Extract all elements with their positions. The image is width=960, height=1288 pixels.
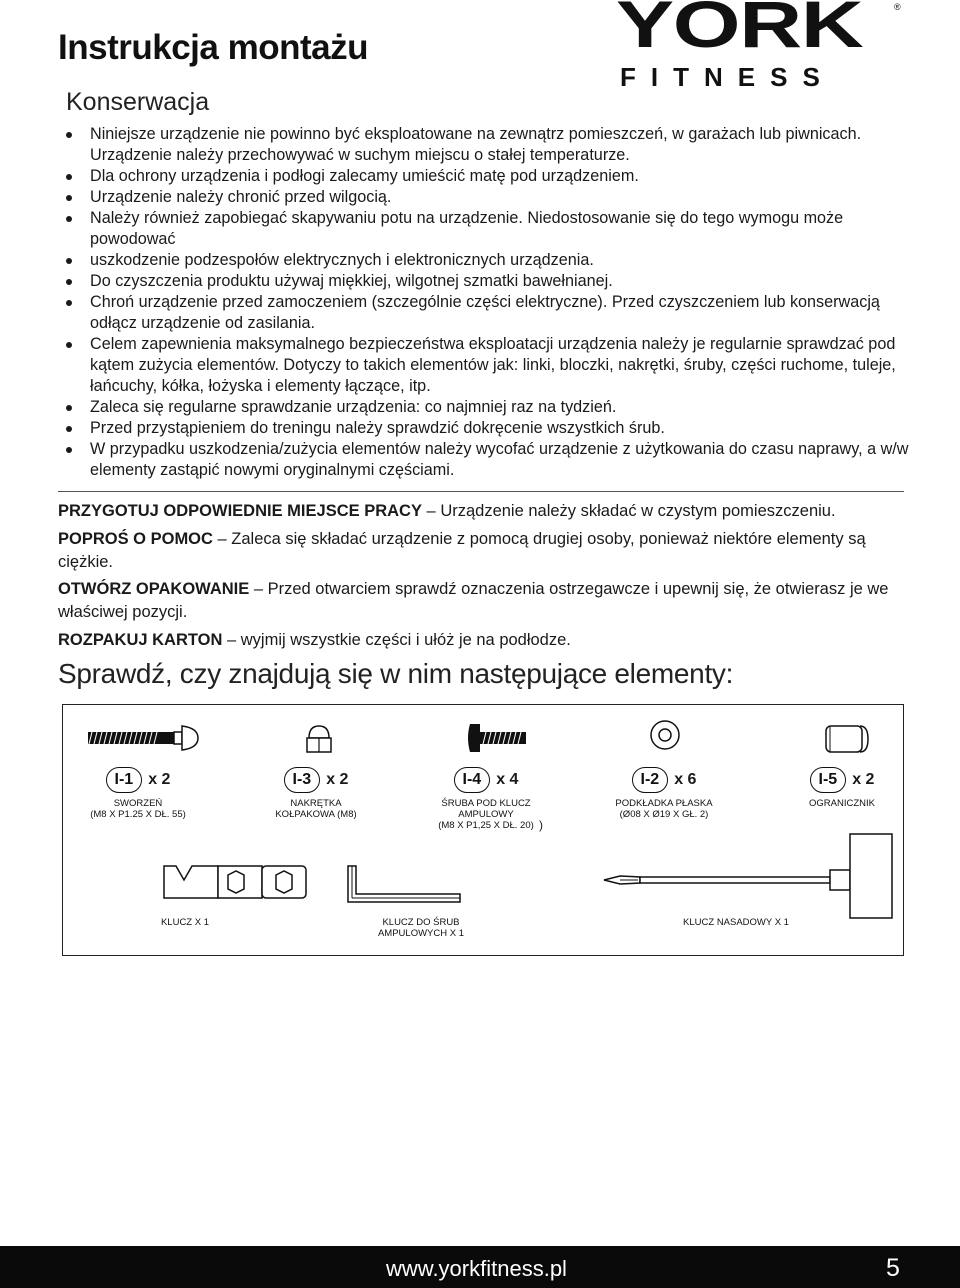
list-item: W przypadku uszkodzenia/zużycia elementów należy wycofać urządzenie z użytkowania do czasu naprawy, a w/w elementy zastąpić nowymi oryginalnymi częściami. — [62, 439, 912, 481]
list-item: Urządzenie należy chronić przed wilgocią. — [62, 187, 912, 208]
york-fitness-logo — [616, 0, 906, 96]
part-spec: (Ø08 X Ø19 X GŁ. 2) — [619, 809, 709, 820]
allen-bolt-icon — [466, 718, 532, 758]
part-quantity: x 2 — [852, 771, 875, 788]
logo-york-text: YORK — [616, 0, 863, 61]
prep-instruction — [58, 629, 908, 652]
part-id-badge: I-4 — [454, 767, 491, 793]
list-item: Dla ochrony urządzenia i podłogi zalecamy umieścić matę pod urządzeniem. — [62, 166, 912, 187]
prep-label: PRZYGOTUJ ODPOWIEDNIE MIEJSCE PRACY — [58, 502, 422, 520]
tool-label: KLUCZ X 1 — [160, 917, 210, 928]
part-quantity: x 4 — [496, 771, 519, 788]
footer-website-link[interactable]: www.yorkfitness.pl — [386, 1256, 567, 1281]
list-item: Niniejsze urządzenie nie powinno być eksploatowane na zewnątrz pomieszczeń, w garażach lub piwnicach. Urządzenie należy przechowywać w suchym miejscu o stałej temperaturze. — [62, 124, 912, 166]
socket-wrench-icon — [600, 830, 900, 920]
cap-nut-icon — [302, 722, 336, 756]
konserwacja-heading: Konserwacja — [66, 88, 210, 116]
prep-text: – Urządzenie należy składać w czystym pomieszczeniu. — [421, 502, 836, 520]
part-item — [584, 767, 744, 820]
list-item: uszkodzenie podzespołów elektrycznych i elektronicznych urządzenia. — [62, 250, 912, 271]
section-divider — [58, 491, 904, 492]
footer-bar — [0, 1246, 960, 1288]
prep-label: OTWÓRZ OPAKOWANIE — [58, 580, 250, 598]
part-quantity: x 2 — [148, 771, 171, 788]
prep-label: ROZPAKUJ KARTON — [58, 631, 223, 649]
part-name: SWORZEŃ — [113, 798, 163, 809]
part-item — [762, 767, 922, 809]
konserwacja-list — [62, 124, 912, 481]
wrench-icon — [160, 862, 310, 902]
list-item: Zaleca się regularne sprawdzanie urządzenia: co najmniej raz na tydzień. — [62, 397, 912, 418]
parts-check-heading: Sprawdź, czy znajdują się w nim następujące elementy: — [58, 658, 734, 689]
tool-label: KLUCZ NASADOWY X 1 — [683, 917, 789, 928]
prep-text: – wyjmij wszystkie części i ułóż je na podłodze. — [222, 631, 571, 649]
part-id-badge: I-1 — [106, 767, 143, 793]
stray-parenthesis: ) — [539, 818, 543, 832]
prep-text: – Przed otwarciem sprawdź oznaczenia ostrzegawcze i upewnij się, że otwierasz je we właściwej pozycji. — [58, 580, 889, 621]
part-spec: KOŁPAKOWA (M8) — [275, 809, 357, 820]
part-name: NAKRĘTKA — [290, 798, 342, 809]
prep-instruction — [58, 500, 908, 523]
prep-text: – Zaleca się składać urządzenie z pomocą drugiej osoby, ponieważ niektóre elementy są ciężkie. — [58, 530, 866, 571]
part-id-badge: I-2 — [632, 767, 669, 793]
end-cap-icon — [822, 718, 870, 758]
logo-registered-mark: ® — [894, 2, 901, 12]
list-item: Przed przystąpieniem do treningu należy sprawdzić dokręcenie wszystkich śrub. — [62, 418, 912, 439]
tool-label-line: AMPULOWYCH X 1 — [377, 928, 465, 939]
part-spec: (M8 X P1.25 X DŁ. 55) — [90, 809, 186, 820]
part-item — [236, 767, 396, 820]
part-name: OGRANICZNIK — [809, 798, 875, 809]
prep-instruction — [58, 578, 908, 623]
flat-washer-icon — [648, 718, 682, 752]
part-item — [58, 767, 218, 820]
part-id-badge: I-5 — [810, 767, 847, 793]
part-quantity: x 6 — [674, 771, 697, 788]
part-quantity: x 2 — [326, 771, 349, 788]
carriage-bolt-icon — [86, 718, 206, 758]
prep-instruction — [58, 528, 908, 573]
page-number: 5 — [886, 1254, 900, 1282]
list-item: Celem zapewnienia maksymalnego bezpieczeństwa eksploatacji urządzenia należy je regularnie sprawdzać pod kątem zużycia elementów. Dotyczy to takich elementów jak: linki, bloczki, nakrętki, śruby, części ruchome, tuleje, łańcuchy, kółka, łożyska i elementy łączące, itp. — [62, 334, 912, 397]
part-name: PODKŁADKA PŁASKA — [615, 798, 713, 809]
part-id-badge: I-3 — [284, 767, 321, 793]
list-item: Należy również zapobiegać skapywaniu potu na urządzenie. Niedostosowanie się do tego wymogu może powodować — [62, 208, 912, 250]
allen-key-icon — [344, 862, 464, 906]
tool-label-line: KLUCZ DO ŚRUB — [382, 917, 460, 928]
logo-fitness-text: FITNESS — [620, 62, 835, 92]
tool-label — [366, 917, 476, 939]
list-item: Chroń urządzenie przed zamoczeniem (szczególnie części elektryczne). Przed czyszczeniem lub konserwacją odłącz urządzenie od zasilania. — [62, 292, 912, 334]
page-title: Instrukcja montażu — [58, 28, 368, 67]
list-item: Do czyszczenia produktu używaj miękkiej, wilgotnej szmatki bawełnianej. — [62, 271, 912, 292]
part-spec-detail: (M8 X P1,25 X DŁ. 20) — [438, 820, 534, 831]
part-spec: AMPULOWY — [458, 809, 514, 820]
part-name: ŚRUBA POD KLUCZ — [441, 798, 531, 809]
prep-label: POPROŚ O POMOC — [58, 530, 213, 548]
